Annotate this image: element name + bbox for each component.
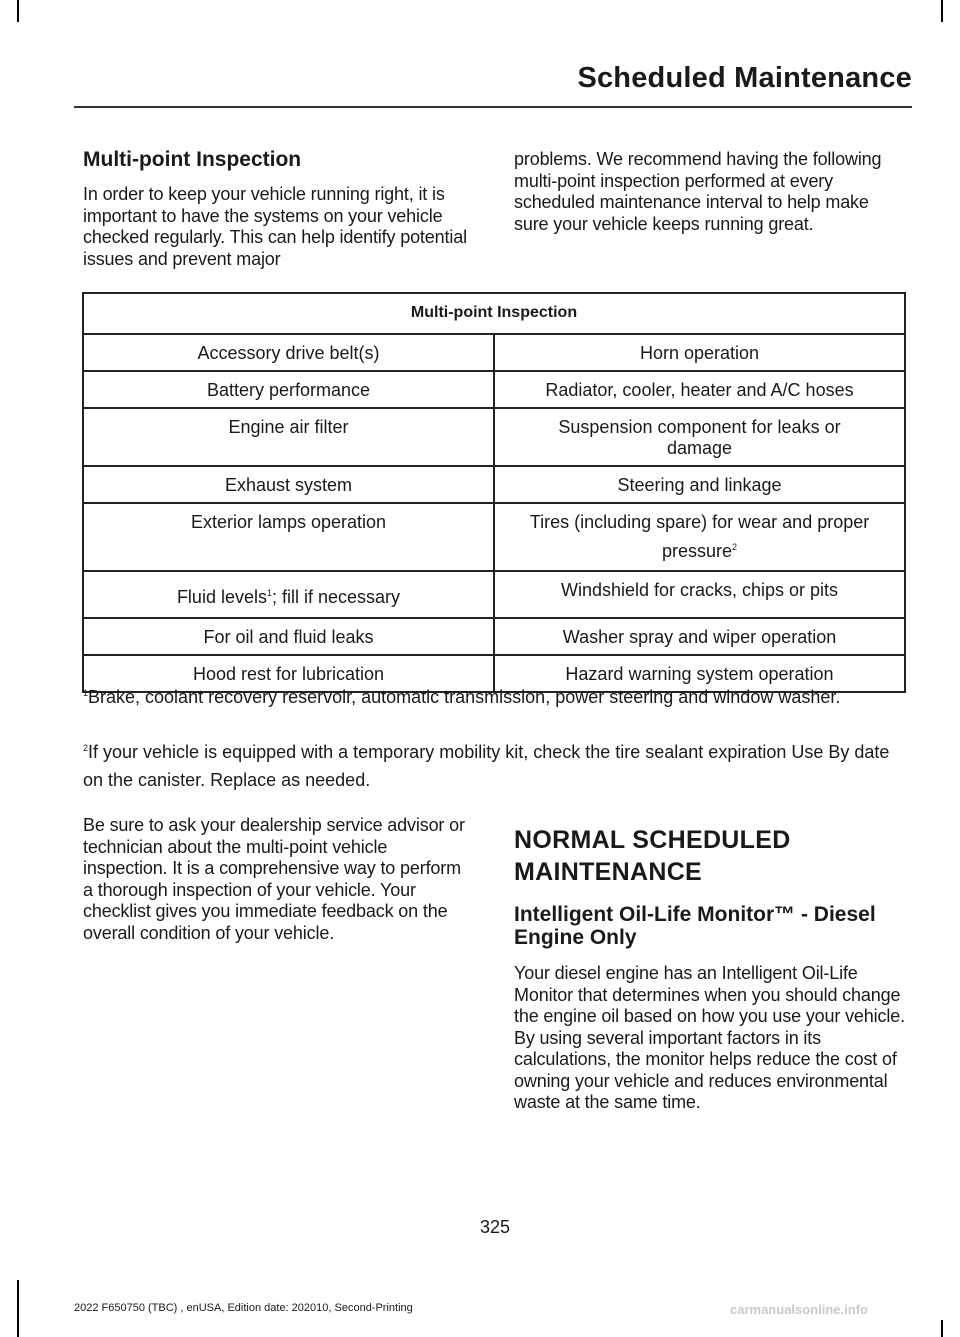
watermark: carmanualsonline.info bbox=[730, 1302, 868, 1317]
section-heading-multipoint: Multi-point Inspection bbox=[83, 148, 302, 171]
intro-left-text: In order to keep your vehicle running right, it is important to have the systems on your vehicle checked regularly. This can help identify potential issues and prevent major bbox=[83, 184, 467, 269]
crop-mark-top-left bbox=[17, 0, 19, 22]
table-cell-left: Exterior lamps operation bbox=[83, 503, 494, 571]
intro-left-column bbox=[83, 147, 475, 270]
crop-mark-bottom-left bbox=[17, 1280, 19, 1337]
normal-heading-line1: NORMAL SCHEDULED bbox=[514, 826, 791, 854]
table-row bbox=[83, 408, 905, 466]
table-cell-left: Hood rest for lubrication bbox=[83, 655, 494, 692]
table-cell-left: Battery performance bbox=[83, 371, 494, 408]
table-cell-right: Steering and linkage bbox=[494, 466, 905, 503]
page-number: 325 bbox=[479, 1217, 511, 1237]
intro-right-text: problems. We recommend having the following multi-point inspection performed at every scheduled maintenance interval to help make sure your vehicle keeps running great. bbox=[514, 149, 882, 234]
table-cell-left: Accessory drive belt(s) bbox=[83, 334, 494, 371]
table-cell-left-suffix: ; fill if necessary bbox=[272, 587, 401, 607]
table-cell-right: Suspension component for leaks or damage bbox=[494, 408, 905, 466]
footnote-mark: 1 bbox=[83, 688, 89, 698]
footnote-ref-1: 1 bbox=[266, 588, 272, 598]
footnote-2 bbox=[83, 738, 913, 794]
table-cell-right: Hazard warning system operation bbox=[494, 655, 905, 692]
table-cell-left: Exhaust system bbox=[83, 466, 494, 503]
table-row bbox=[83, 618, 905, 655]
edition-info: 2022 F650750 (TBC) , enUSA, Edition date: 202010, Second-Printing bbox=[74, 1302, 413, 1314]
table-cell-right bbox=[494, 503, 905, 571]
normal-heading-line2: MAINTENANCE bbox=[514, 858, 703, 886]
table-title: Multi-point Inspection bbox=[83, 293, 905, 334]
crop-mark-bottom-right bbox=[941, 1320, 943, 1337]
table-cell-left: Engine air filter bbox=[83, 408, 494, 466]
table-cell-right: Radiator, cooler, heater and A/C hoses bbox=[494, 371, 905, 408]
table-row bbox=[83, 503, 905, 571]
intro-right-column bbox=[514, 149, 907, 235]
footnote-1 bbox=[83, 683, 913, 711]
table-cell-left-text: Fluid levels bbox=[176, 587, 267, 607]
advisor-column bbox=[83, 815, 475, 944]
table-row bbox=[83, 371, 905, 408]
normal-maintenance-column bbox=[514, 825, 907, 1114]
header-rule bbox=[74, 106, 912, 108]
table-row bbox=[83, 571, 905, 618]
table-header-row bbox=[83, 293, 905, 334]
advisor-text: Be sure to ask your dealership service advisor or technician about the multi-point vehicle inspection. It is a comprehensive way to perform a thorough inspection of your vehicle. Your checklist gives you immediate feedback on the overall condition of your vehicle. bbox=[83, 815, 465, 943]
footnote-ref-2: 2 bbox=[732, 542, 738, 552]
table-cell-right: Washer spray and wiper operation bbox=[494, 618, 905, 655]
oil-life-monitor-text: Your diesel engine has an Intelligent Oil-Life Monitor that determines when you should change the engine oil based on how you use your vehicle. By using several important factors in its calculations, the monitor helps reduce the cost of owning your vehicle and reduces environmental waste at the same time. bbox=[514, 963, 905, 1112]
table-cell-right: Horn operation bbox=[494, 334, 905, 371]
table-row bbox=[83, 334, 905, 371]
multipoint-inspection-table bbox=[82, 292, 906, 693]
oil-life-monitor-heading: Intelligent Oil-Life Monitor™ - Diesel Engine Only bbox=[514, 903, 876, 949]
footnote-text: If your vehicle is equipped with a temporary mobility kit, check the tire sealant expiration Use By date on the canister. Replace as needed. bbox=[83, 742, 890, 790]
table-cell-left: For oil and fluid leaks bbox=[83, 618, 494, 655]
crop-mark-top-right bbox=[941, 0, 943, 22]
table-cell-right-text: Tires (including spare) for wear and proper pressure bbox=[529, 512, 870, 561]
footnote-text: Brake, coolant recovery reservoir, automatic transmission, power steering and window washer. bbox=[88, 687, 841, 707]
table-row bbox=[83, 466, 905, 503]
table-cell-right: Windshield for cracks, chips or pits bbox=[494, 571, 905, 618]
footnote-mark: 2 bbox=[83, 743, 89, 753]
page-header-title: Scheduled Maintenance bbox=[577, 62, 912, 94]
table-cell-left bbox=[83, 571, 494, 618]
